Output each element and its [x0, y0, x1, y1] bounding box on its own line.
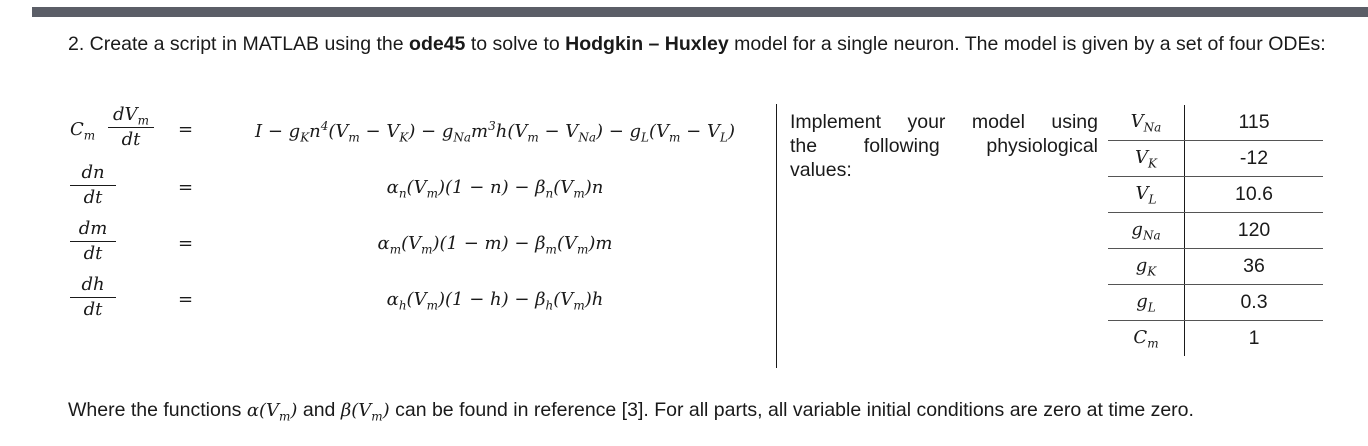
param-symbol: $V_K$: [1108, 141, 1185, 177]
intro-bold-ode45: ode45: [409, 33, 466, 55]
fraction-numerator: dn: [81, 162, 105, 183]
fraction-denominator: dt: [121, 129, 141, 150]
param-value: 120: [1185, 213, 1324, 249]
param-symbol: $C_m$: [1108, 321, 1185, 357]
table-row: [1108, 105, 1323, 141]
word: your: [907, 111, 946, 133]
word: the: [790, 135, 818, 157]
param-value: 36: [1185, 249, 1324, 285]
equals-sign: =: [178, 119, 194, 140]
equals-sign: =: [178, 289, 194, 310]
table-row: [1108, 285, 1323, 321]
param-symbol: $V_L$: [1108, 177, 1185, 213]
word: using: [1051, 111, 1098, 133]
equation-h-gate: [70, 274, 780, 322]
table-row: [1108, 141, 1323, 177]
param-value: 10.6: [1185, 177, 1324, 213]
derivative-fraction: [106, 104, 156, 151]
intro-prefix: 2. Create a script in MATLAB using the: [68, 33, 410, 55]
param-value: 0.3: [1185, 285, 1324, 321]
fraction-numerator: dm: [78, 218, 108, 239]
equation-rhs: $I - g_Kn^4(V_m - V_K) - g_{Na}m^3h(V_m - V_{Na}) - g_L(V_m - V_L)$: [255, 119, 735, 145]
footer-paragraph: [68, 398, 1358, 429]
vertical-divider: [776, 104, 777, 368]
beta-function: $\beta(V_m)$: [340, 400, 390, 424]
word: Implement: [790, 111, 882, 133]
word: model: [971, 111, 1025, 133]
fraction-denominator: dt: [83, 243, 103, 264]
intro-suffix: model for a single neuron. The model is given by a set of four ODEs:: [728, 33, 1326, 55]
equation-membrane: [70, 104, 780, 152]
derivative-fraction: [68, 274, 118, 321]
word: following: [863, 135, 940, 157]
table-row: [1108, 321, 1323, 357]
param-value: 1: [1248, 327, 1260, 349]
footer-text-3: can be found in reference [3]. For all parts, all variable initial conditions are zero at time zero.: [389, 399, 1194, 421]
capacitance-symbol: $C_m$: [70, 119, 96, 143]
param-value: -12: [1185, 141, 1324, 177]
fraction-numerator: $dV_m$: [113, 104, 149, 128]
param-symbol: $g_{Na}$: [1108, 213, 1185, 249]
param-value: 115: [1185, 105, 1324, 141]
implement-instructions: [790, 110, 1098, 182]
equation-lhs: [70, 274, 170, 322]
param-symbol: $g_L$: [1108, 285, 1185, 321]
equation-rhs: $\alpha_m(V_m)(1 - m) - \beta_m(V_m)m$: [377, 233, 613, 257]
derivative-fraction: [68, 162, 118, 209]
alpha-function: $\alpha(V_m)$: [246, 400, 298, 424]
top-divider-bar: [32, 7, 1368, 17]
word: physiological: [986, 135, 1098, 157]
equation-rhs: $\alpha_h(V_m)(1 - h) - \beta_h(V_m)h$: [386, 289, 604, 313]
instruction-line: values:: [790, 159, 852, 181]
equation-lhs: [70, 162, 170, 210]
param-symbol: $V_{Na}$: [1108, 105, 1185, 141]
footer-text-1: Where the functions: [68, 399, 247, 421]
equation-block: [70, 104, 780, 344]
problem-statement: [68, 32, 1348, 56]
fraction-numerator: dh: [81, 274, 105, 295]
footer-text-2: and: [297, 399, 341, 421]
equation-lhs: [70, 104, 170, 152]
equation-rhs: $\alpha_n(V_m)(1 - n) - \beta_n(V_m)n$: [386, 177, 604, 201]
equation-m-gate: [70, 218, 780, 266]
instruction-line: [790, 110, 1098, 134]
intro-bold-model: Hodgkin – Huxley: [565, 33, 729, 55]
fraction-denominator: dt: [83, 187, 103, 208]
param-symbol: $g_K$: [1108, 249, 1185, 285]
instruction-line: [790, 134, 1098, 158]
equation-lhs: [70, 218, 170, 266]
table-row: [1108, 249, 1323, 285]
equation-n-gate: [70, 162, 780, 210]
intro-mid: to solve to: [465, 33, 566, 55]
derivative-fraction: [68, 218, 118, 265]
equals-sign: =: [178, 177, 194, 198]
fraction-denominator: dt: [83, 299, 103, 320]
table-row: [1108, 213, 1323, 249]
table-row: [1108, 177, 1323, 213]
equals-sign: =: [178, 233, 194, 254]
parameter-table: [1108, 105, 1323, 356]
